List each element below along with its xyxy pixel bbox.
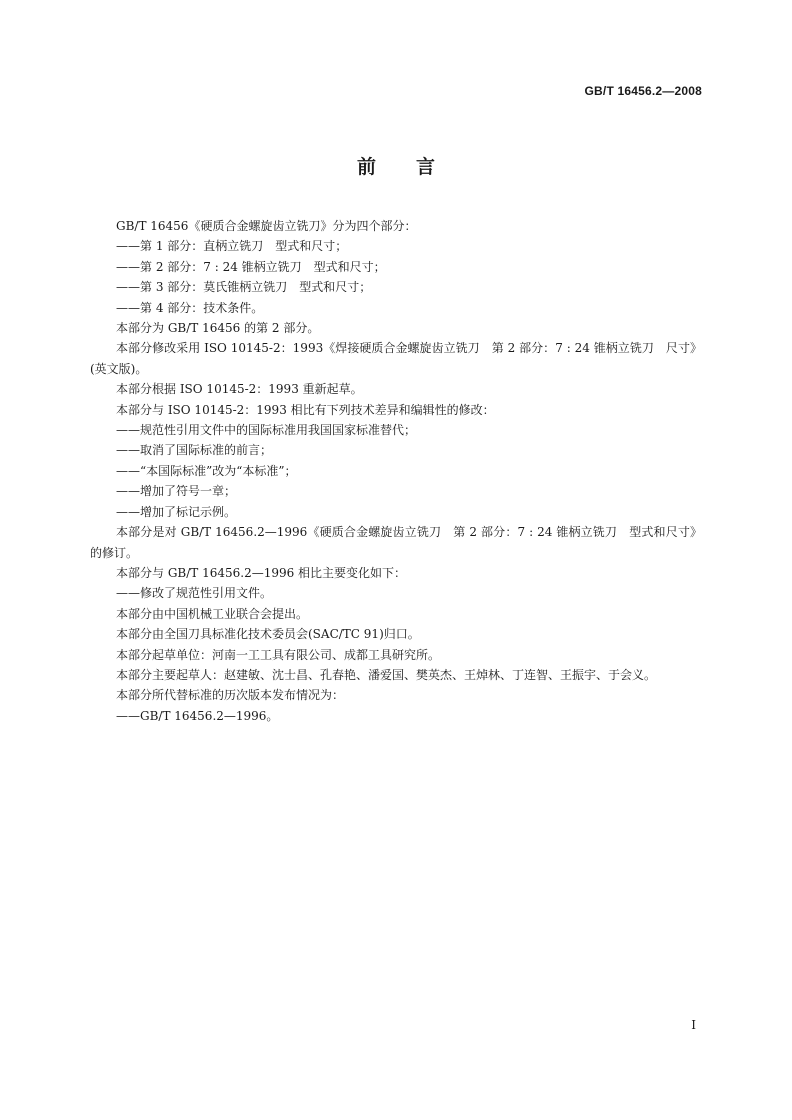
list-item: ——规范性引用文件中的国际标准用我国国家标准替代； (116, 423, 417, 438)
paragraph: 本部分是对 GB/T 16456.2—1996《硬质合金螺旋齿立铣刀 第 2 部分：7 : 24 锥柄立铣刀 型式和尺寸》的修订。 (90, 525, 702, 560)
foreword-body (90, 216, 702, 726)
list-item: ——增加了标记示例。 (116, 504, 237, 519)
paragraph: GB/T 16456《硬质合金螺旋齿立铣刀》分为四个部分： (116, 219, 417, 233)
list-item: ——增加了符号一章； (116, 484, 237, 499)
paragraph: 本部分与 GB/T 16456.2—1996 相比主要变化如下： (116, 565, 407, 580)
paragraph: 本部分根据 ISO 10145-2：1993 重新起草。 (116, 382, 363, 397)
paragraph: 本部分与 ISO 10145-2：1993 相比有下列技术差异和编辑性的修改： (116, 402, 495, 417)
list-item: ——第 4 部分：技术条件。 (116, 300, 264, 315)
paragraph: 本部分起草单位：河南一工工具有限公司、成都工具研究所。 (116, 647, 441, 662)
paragraph: 本部分为 GB/T 16456 的第 2 部分。 (116, 321, 320, 336)
list-item: ——第 3 部分：莫氏锥柄立铣刀 型式和尺寸； (116, 280, 372, 295)
paragraph: 本部分所代替标准的历次版本发布情况为： (116, 688, 345, 703)
paragraph: 本部分修改采用 ISO 10145-2：1993《焊接硬质合金螺旋齿立铣刀 第 2 部分：7 : 24 锥柄立铣刀 尺寸》(英文版)。 (90, 341, 702, 376)
list-item: ——“本国际标准”改为“本标准”； (116, 463, 297, 478)
page-number: I (691, 1018, 696, 1032)
list-item: ——第 1 部分：直柄立铣刀 型式和尺寸； (116, 239, 348, 254)
list-item: ——第 2 部分：7 : 24 锥柄立铣刀 型式和尺寸； (116, 259, 386, 274)
list-item: ——GB/T 16456.2—1996。 (116, 708, 279, 723)
page-title: 前言 (356, 156, 475, 178)
list-item: ——取消了国际标准的前言； (116, 443, 273, 458)
paragraph: 本部分由全国刀具标准化技术委员会(SAC/TC 91)归口。 (116, 627, 420, 642)
paragraph: 本部分由中国机械工业联合会提出。 (116, 606, 309, 621)
list-item: ——修改了规范性引用文件。 (116, 586, 273, 601)
standard-code: GB/T 16456.2—2008 (584, 84, 702, 98)
paragraph: 本部分主要起草人：赵建敏、沈士昌、孔春艳、潘爱国、樊英杰、王焯林、丁连智、王振宇、于会义。 (116, 667, 657, 682)
